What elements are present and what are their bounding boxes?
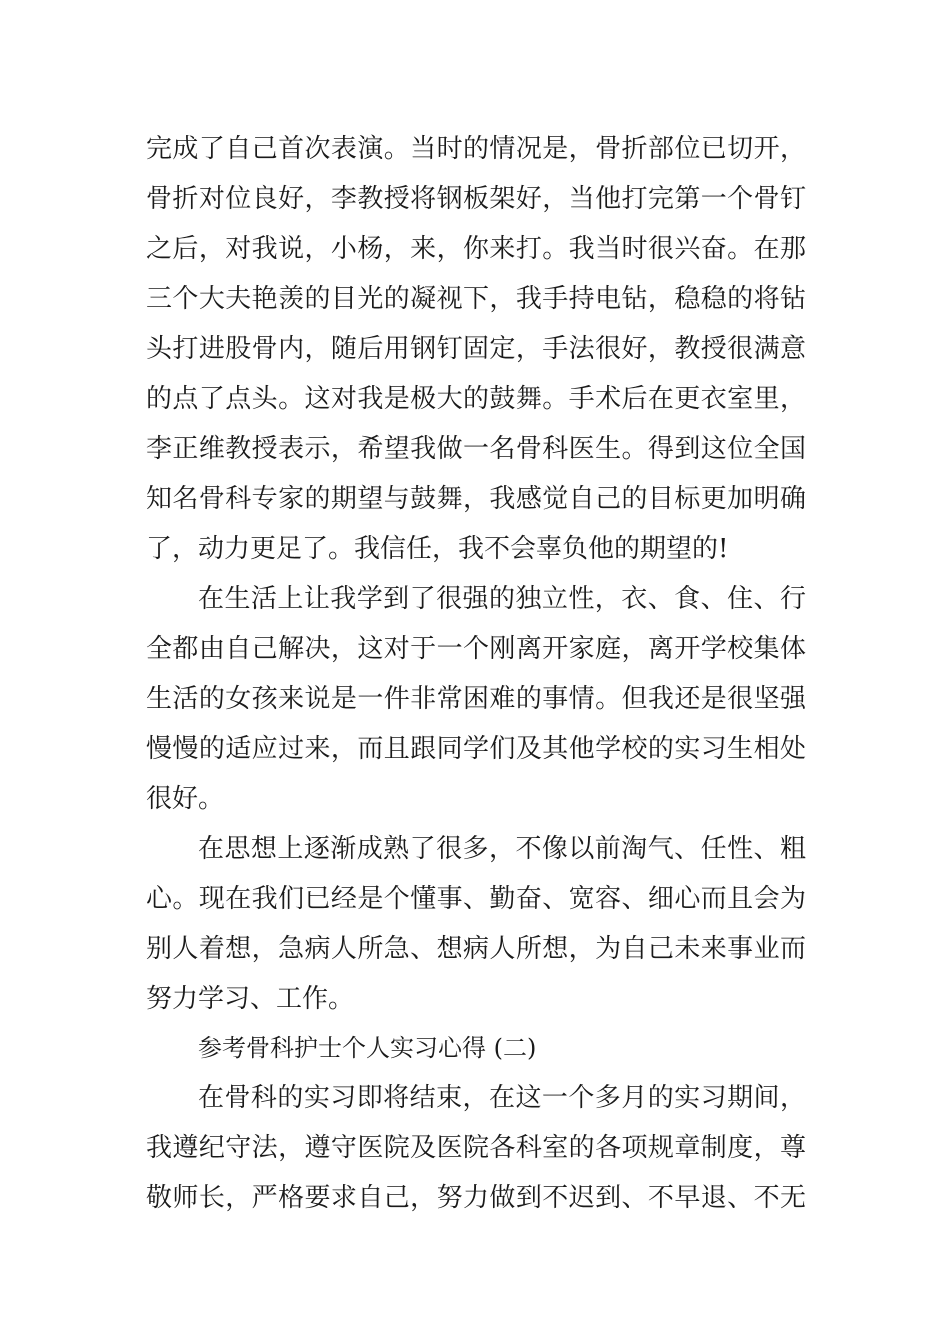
paragraph-1-line-7: 李正维教授表示，希望我做一名骨科医生。得到这位全国 xyxy=(146,434,806,464)
paragraph-3-line-3: 别人着想，急病人所急、想病人所想，为自己未来事业而 xyxy=(146,934,806,964)
paragraph-1-line-1: 完成了自己首次表演。当时的情况是，骨折部位已切开， xyxy=(146,134,806,164)
paragraph-1-line-9: 了，动力更足了。我信任，我不会辜负他的期望的! xyxy=(146,534,729,564)
paragraph-3-line-2: 心。现在我们已经是个懂事、勤奋、宽容、细心而且会为 xyxy=(146,884,806,914)
paragraph-2-line-3: 生活的女孩来说是一件非常困难的事情。但我还是很坚强 xyxy=(146,684,806,714)
paragraph-2-line-4: 慢慢的适应过来，而且跟同学们及其他学校的实习生相处 xyxy=(146,734,806,764)
section-heading: 参考骨科护士个人实习心得 (二) xyxy=(198,1034,537,1062)
paragraph-1-line-5: 头打进股骨内，随后用钢钉固定，手法很好，教授很满意 xyxy=(146,334,806,364)
paragraph-2-line-5: 很好。 xyxy=(146,784,225,814)
paragraph-3-line-1: 在思想上逐渐成熟了很多，不像以前淘气、任性、粗 xyxy=(198,834,806,864)
paragraph-1-line-2: 骨折对位良好，李教授将钢板架好，当他打完第一个骨钉 xyxy=(146,184,806,214)
paragraph-1-line-4: 三个大夫艳羡的目光的凝视下，我手持电钻，稳稳的将钻 xyxy=(146,284,806,314)
section-paragraph-line-2: 我遵纪守法，遵守医院及医院各科室的各项规章制度，尊 xyxy=(146,1133,806,1163)
paragraph-1-line-6: 的点了点头。这对我是极大的鼓舞。手术后在更衣室里， xyxy=(146,384,806,414)
paragraph-3-line-4: 努力学习、工作。 xyxy=(146,984,355,1014)
paragraph-1-line-3: 之后，对我说，小杨，来，你来打。我当时很兴奋。在那 xyxy=(146,234,806,264)
paragraph-1-line-8: 知名骨科专家的期望与鼓舞，我感觉自己的目标更加明确 xyxy=(146,484,806,514)
section-paragraph-line-3: 敬师长，严格要求自己，努力做到不迟到、不早退、不无 xyxy=(146,1183,806,1213)
paragraph-2-line-2: 全都由自己解决，这对于一个刚离开家庭，离开学校集体 xyxy=(146,634,806,664)
paragraph-2-line-1: 在生活上让我学到了很强的独立性，衣、食、住、行 xyxy=(198,584,806,614)
section-paragraph-line-1: 在骨科的实习即将结束，在这一个多月的实习期间， xyxy=(198,1083,806,1113)
